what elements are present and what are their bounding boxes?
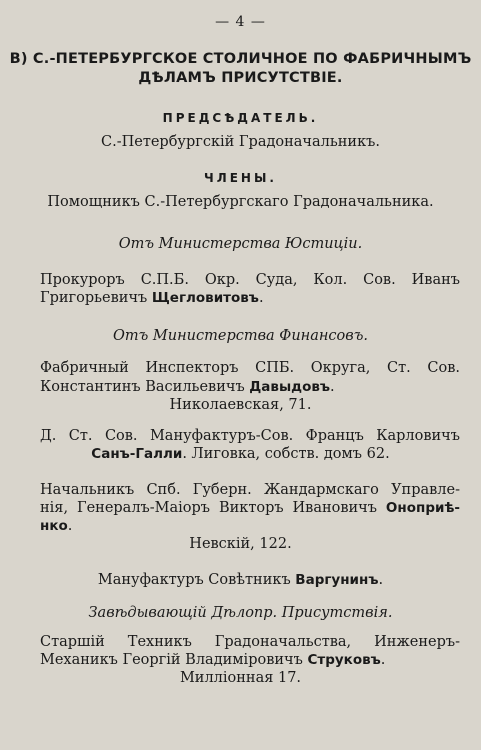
gendarme-line-1: Начальникъ Спб. Губерн. Жандармскаго Управле- [40, 482, 460, 498]
manufactory-surname: Варгунинъ [295, 572, 379, 588]
gendarme-surname-part-1: Оноприѣ- [385, 500, 460, 516]
heading-line-1: В) С.-ПЕТЕРБУРГСКОЕ СТОЛИЧНОЕ ПО ФАБРИЧНЫМЪ [9, 51, 472, 67]
technician-line-1: Старшій Техникъ Градоначальства, Инженеръ- [40, 634, 460, 650]
technician-line-2: Механикъ Георгій Владиміровичъ Струковъ. [40, 652, 386, 668]
inspector-address: Николаевская, 71. [169, 397, 312, 413]
gendarme-line-2: нія, Генералъ-Маіоръ Викторъ Ивановичъ Оноприѣ- [40, 500, 460, 516]
prosecutor-surname: Щегловитовъ [151, 290, 259, 306]
page-number: — 4 — [215, 14, 266, 30]
council-surname: Санъ-Галли [91, 446, 183, 462]
prosecutor-line-2: Григорьевичъ Щегловитовъ. [40, 290, 264, 306]
members-section-title: ЧЛЕНЫ. [204, 171, 277, 185]
chairman-text: С.-Петербургскій Градоначальникъ. [100, 134, 380, 150]
chairman-section-title: ПРЕДСѢДАТЕЛЬ. [162, 111, 319, 125]
inspector-line-2: Константинъ Васильевичъ Давыдовъ. [40, 379, 335, 395]
finance-section-title: Отъ Министерства Финансовъ. [113, 328, 368, 344]
council-line-2: Санъ-Галли. Лиговка, собств. домъ 62. [91, 446, 390, 462]
assistant-text: Помощникъ С.-Петербургскаго Градоначальника. [47, 194, 434, 210]
gendarme-line-3: нко. [40, 518, 73, 534]
justice-section-title: Отъ Министерства Юстиціи. [118, 236, 363, 252]
gendarme-address: Невскій, 122. [189, 536, 292, 552]
prosecutor-line-1: Прокуроръ С.П.Б. Окр. Суда, Кол. Сов. Иванъ [40, 272, 460, 288]
inspector-surname: Давыдовъ [249, 379, 331, 395]
office-section-title: Завѣдывающій Дѣлопр. Присутствія. [88, 605, 393, 621]
inspector-line-1: Фабричный Инспекторъ СПБ. Округа, Ст. Сов. [40, 360, 460, 376]
manufactory-line: Мануфактуръ Совѣтникъ Варгунинъ. [97, 572, 384, 588]
gendarme-surname-part-2: нко [40, 518, 68, 534]
technician-address: Милліонная 17. [179, 670, 302, 686]
heading-line-2: ДѢЛАМЪ ПРИСУТСТВІЕ. [138, 70, 343, 86]
technician-surname: Струковъ [307, 652, 381, 668]
council-line-1: Д. Ст. Сов. Мануфактуръ-Сов. Францъ Карловичъ [40, 428, 460, 444]
